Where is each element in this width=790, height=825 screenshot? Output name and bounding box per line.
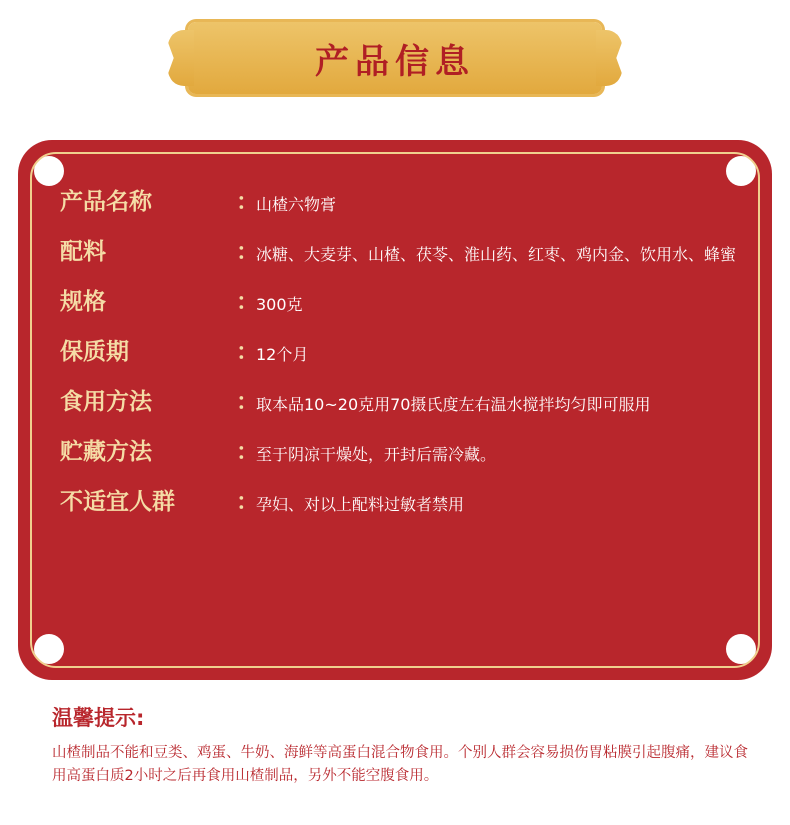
title-banner <box>0 22 790 94</box>
info-row-label-wrap <box>60 488 259 516</box>
info-row-label: 规格 <box>60 289 106 315</box>
info-row-colon: ： <box>236 489 259 515</box>
info-row-label: 产品名称 <box>60 189 152 215</box>
tips-title: 温馨提示: <box>52 706 145 730</box>
info-row-value: 取本品10~20克用70摄氏度左右温水搅拌均匀即可服用 <box>256 395 651 414</box>
info-row-value: 12个月 <box>256 345 309 364</box>
banner-plaque <box>188 22 602 94</box>
info-row-colon: ： <box>236 439 259 465</box>
tips-section <box>52 702 752 788</box>
info-row <box>60 388 742 417</box>
info-row-label: 食用方法 <box>60 389 152 415</box>
info-row-value: 孕妇、对以上配料过敏者禁用 <box>256 495 465 514</box>
info-row-label-wrap <box>60 288 259 316</box>
info-row-value: 300克 <box>256 295 303 314</box>
info-row-label-wrap <box>60 338 259 366</box>
info-row-label-wrap <box>60 438 259 466</box>
info-row-label-wrap <box>60 188 259 216</box>
info-row-label: 不适宜人群 <box>60 489 175 515</box>
info-row <box>60 188 742 217</box>
info-row-list <box>60 188 742 538</box>
info-row-label-wrap <box>60 388 259 416</box>
info-row <box>60 288 742 317</box>
info-row <box>60 438 742 467</box>
info-row-label-wrap <box>60 238 259 266</box>
product-info-card <box>18 140 772 680</box>
info-row <box>60 488 742 517</box>
info-row-colon: ： <box>236 239 259 265</box>
info-row <box>60 338 742 367</box>
info-row-label: 贮藏方法 <box>60 439 152 465</box>
info-row-colon: ： <box>236 389 259 415</box>
page-title: 产品信息 <box>315 41 475 82</box>
info-row-label: 配料 <box>60 239 106 265</box>
info-row-colon: ： <box>236 189 259 215</box>
info-row-label: 保质期 <box>60 339 129 365</box>
info-row-value: 山楂六物膏 <box>256 195 337 214</box>
info-row-colon: ： <box>236 289 259 315</box>
info-row <box>60 238 742 267</box>
tips-body: 山楂制品不能和豆类、鸡蛋、牛奶、海鲜等高蛋白混合物食用。个别人群会容易损伤胃粘膜引起腹痛，建议食用高蛋白质2小时之后再食用山楂制品，另外不能空腹食用。 <box>52 745 748 784</box>
info-row-value: 冰糖、大麦芽、山楂、茯苓、淮山药、红枣、鸡内金、饮用水、蜂蜜 <box>256 245 737 264</box>
info-row-colon: ： <box>236 339 259 365</box>
info-row-value: 至于阴凉干燥处，开封后需冷藏。 <box>256 445 497 464</box>
